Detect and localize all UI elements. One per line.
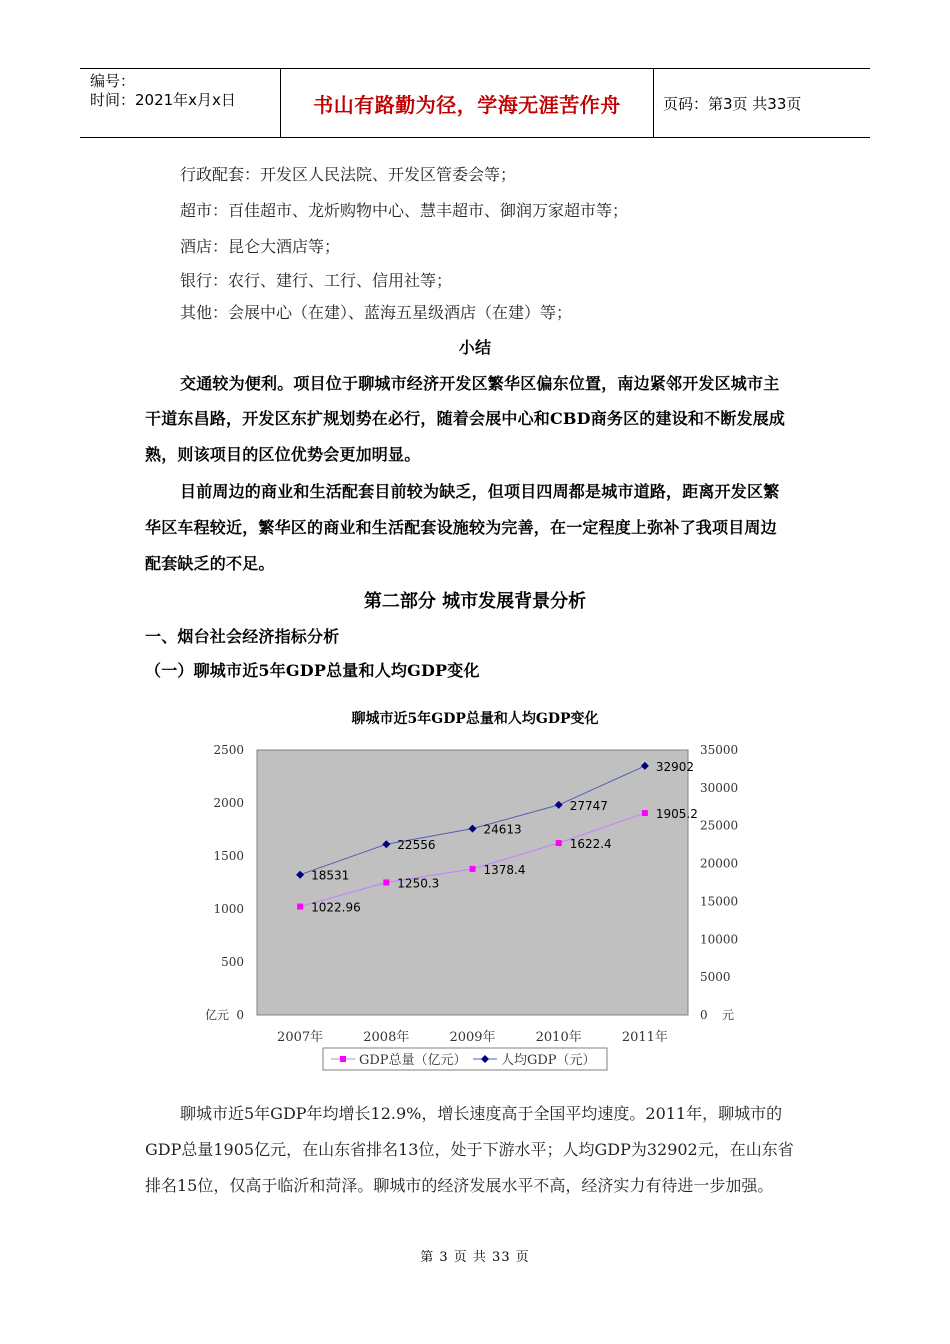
right-axis-unit: 元 [722, 1008, 735, 1022]
right-axis-tick-label: 20000 [700, 856, 739, 871]
right-axis-tick-label: 15000 [700, 894, 739, 909]
gdp-total-data-label: 1622.4 [569, 837, 612, 852]
facility-line: 行政配套：开发区人民法院、开发区管委会等； [180, 165, 517, 184]
header-motto-cell [280, 69, 654, 137]
gdp-total-point [383, 879, 389, 885]
left-axis-tick-label: 500 [221, 955, 244, 969]
legend-label-gdp-total: GDP总量（亿元） [359, 1053, 467, 1068]
facility-line: 超市：百佳超市、龙炘购物中心、慧丰超市、御润万家超市等； [180, 201, 629, 220]
gdp-per-capita-data-label: 24613 [483, 822, 522, 837]
summary-para1-line: 干道东昌路，开发区东扩规划势在必行，随着会展中心和CBD商务区的建设和不断发展成 [145, 409, 786, 428]
gdp-per-capita-data-label: 32902 [655, 759, 695, 774]
right-axis-tick-label: 0 [700, 1008, 708, 1022]
gdp-total-data-label: 1905.2 [655, 807, 698, 822]
left-axis-tick-label: 2500 [213, 743, 244, 757]
x-axis-tick-label: 2010年 [535, 1030, 582, 1045]
gdp-total-point [470, 866, 476, 872]
gdp-per-capita-data-label: 27747 [569, 798, 608, 813]
analysis-line: 排名15位，仅高于临沂和菏泽。聊城市的经济发展水平不高，经济实力有待进一步加强。 [145, 1176, 774, 1195]
left-axis-tick-label: 2000 [213, 796, 244, 810]
section-heading-1: 一、烟台社会经济指标分析 [145, 627, 340, 646]
part-title: 第二部分 城市发展背景分析 [363, 591, 587, 612]
chart-title: 聊城市近5年GDP总量和人均GDP变化 [351, 711, 599, 727]
page-header [80, 68, 870, 138]
summary-para2-line: 目前周边的商业和生活配套目前较为缺乏，但项目四周都是城市道路，距离开发区繁 [180, 482, 780, 501]
gdp-per-capita-data-label: 22556 [397, 838, 436, 853]
time-label: 时间：2021年x月x日 [90, 91, 236, 109]
section-heading-2: （一）聊城市近5年GDP总量和人均GDP变化 [145, 661, 480, 680]
analysis-line: GDP总量1905亿元，在山东省排名13位，处于下游水平；人均GDP为32902元，在山东省 [145, 1140, 794, 1159]
gdp-per-capita-data-label: 18531 [311, 868, 350, 883]
header-meta-cell [80, 69, 280, 137]
right-axis-tick-label: 30000 [700, 780, 739, 795]
legend-label-gdp-per-capita: 人均GDP（元） [501, 1053, 596, 1068]
right-axis-tick-label: 10000 [700, 932, 739, 947]
summary-para2-line: 华区车程较近，繁华区的商业和生活配套设施较为完善，在一定程度上弥补了我项目周边 [145, 518, 777, 537]
gdp-total-point [556, 840, 562, 846]
left-axis-tick-label: 1000 [213, 902, 244, 916]
summary-title: 小结 [458, 338, 492, 357]
header-page-cell [653, 69, 870, 137]
right-axis-tick-label: 5000 [700, 970, 731, 985]
right-axis-tick-label: 35000 [700, 743, 739, 757]
x-axis-tick-label: 2007年 [277, 1030, 324, 1045]
summary-para2-line: 配套缺乏的不足。 [145, 554, 275, 573]
facility-line: 酒店：昆仑大酒店等； [180, 237, 341, 256]
x-axis-tick-label: 2008年 [363, 1030, 410, 1045]
gdp-total-point [642, 810, 648, 816]
left-axis-tick-label: 0 [236, 1008, 244, 1022]
header-motto: 书山有路勤为径，学海无涯苦作舟 [313, 92, 621, 117]
summary-para1-line: 交通较为便利。项目位于聊城市经济开发区繁华区偏东位置，南边紧邻开发区城市主 [180, 374, 780, 393]
number-label: 编号： [90, 72, 136, 90]
x-axis-tick-label: 2009年 [449, 1030, 496, 1045]
page-footer: 第 3 页 共 33 页 [420, 1250, 530, 1265]
left-axis-unit: 亿元 [205, 1008, 230, 1022]
gdp-total-data-label: 1378.4 [483, 862, 526, 877]
left-axis-tick-label: 1500 [213, 849, 244, 863]
gdp-total-data-label: 1250.3 [397, 876, 440, 891]
x-axis-tick-label: 2011年 [621, 1030, 668, 1045]
legend-marker-gdp-total [340, 1056, 346, 1062]
gdp-total-point [297, 904, 303, 910]
facility-line: 其他：会展中心（在建）、蓝海五星级酒店（在建）等； [180, 303, 573, 322]
summary-para1-line: 熟，则该项目的区位优势会更加明显。 [145, 445, 421, 464]
gdp-total-data-label: 1022.96 [311, 900, 361, 915]
header-page-info: 页码：第3页 共33页 [663, 94, 802, 113]
gdp-chart [180, 735, 760, 1075]
right-axis-tick-label: 25000 [700, 818, 739, 833]
facility-line: 银行：农行、建行、工行、信用社等； [180, 271, 453, 290]
analysis-line: 聊城市近5年GDP年均增长12.9%，增长速度高于全国平均速度。2011年，聊城市的 [180, 1104, 783, 1123]
